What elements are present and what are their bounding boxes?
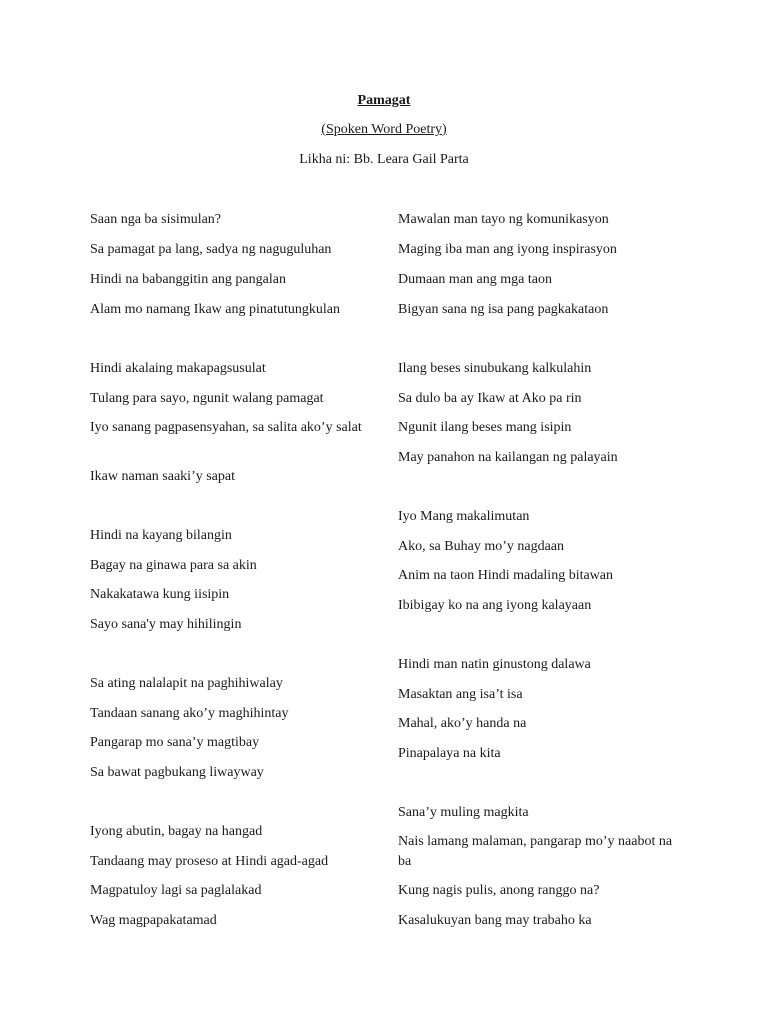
- right-line-8: May panahon na kailangan ng palayain: [398, 450, 618, 465]
- left-line-4: Alam mo namang Ikaw ang pinatutungkulan: [90, 302, 340, 317]
- left-line-8: Ikaw naman saaki’y sapat: [90, 469, 235, 484]
- right-line-12: Ibibigay ko na ang iyong kalayaan: [398, 598, 592, 613]
- left-line-15: Pangarap mo sana’y magtibay: [90, 735, 260, 750]
- right-line-17: Sana’y muling magkita: [398, 805, 529, 820]
- right-line-13: Hindi man natin ginustong dalawa: [398, 657, 591, 672]
- left-line-20: Wag magpapakatamad: [90, 913, 217, 928]
- right-line-11: Anim na taon Hindi madaling bitawan: [398, 568, 614, 583]
- left-line-18: Tandaang may proseso at Hindi agad-agad: [90, 854, 329, 869]
- right-line-20: Kasalukuyan bang may trabaho ka: [398, 913, 592, 928]
- left-line-14: Tandaan sanang ako’y maghihintay: [90, 706, 289, 721]
- left-line-16: Sa bawat pagbukang liwayway: [90, 765, 264, 780]
- right-line-14: Masaktan ang isa’t isa: [398, 687, 523, 702]
- right-line-4: Bigyan sana ng isa pang pagkakataon: [398, 302, 609, 317]
- right-line-16: Pinapalaya na kita: [398, 746, 501, 761]
- right-line-18: Nais lamang malaman, pangarap mo’y naabot na ba: [398, 834, 673, 869]
- right-line-5: Ilang beses sinubukang kalkulahin: [398, 361, 592, 376]
- right-line-15: Mahal, ako’y handa na: [398, 716, 527, 731]
- left-line-2: Sa pamagat pa lang, sadya ng naguguluhan: [90, 242, 332, 257]
- poem-subtitle: (Spoken Word Poetry): [321, 122, 447, 137]
- right-line-9: Iyo Mang makalimutan: [398, 509, 530, 524]
- right-line-3: Dumaan man ang mga taon: [398, 272, 552, 287]
- right-line-1: Mawalan man tayo ng komunikasyon: [398, 212, 609, 227]
- left-line-7: Iyo sanang pagpasensyahan, sa salita ako’y salat: [90, 420, 362, 435]
- left-line-19: Magpatuloy lagi sa paglalakad: [90, 883, 262, 898]
- right-line-19: Kung nagis pulis, anong ranggo na?: [398, 883, 600, 898]
- right-line-6: Sa dulo ba ay Ikaw at Ako pa rin: [398, 391, 582, 406]
- poem-author: Likha ni: Bb. Leara Gail Parta: [299, 152, 469, 167]
- left-line-11: Nakakatawa kung iisipin: [90, 587, 230, 602]
- left-line-12: Sayo sana'y may hihilingin: [90, 617, 242, 632]
- right-line-7: Ngunit ilang beses mang isipin: [398, 420, 572, 435]
- right-line-2: Maging iba man ang iyong inspirasyon: [398, 242, 617, 257]
- left-line-5: Hindi akalaing makapagsusulat: [90, 361, 266, 376]
- right-line-10: Ako, sa Buhay mo’y nagdaan: [398, 539, 565, 554]
- left-line-10: Bagay na ginawa para sa akin: [90, 558, 257, 573]
- left-line-3: Hindi na babanggitin ang pangalan: [90, 272, 286, 287]
- left-line-17: Iyong abutin, bagay na hangad: [90, 824, 263, 839]
- left-line-9: Hindi na kayang bilangin: [90, 528, 232, 543]
- poem-title: Pamagat: [357, 93, 411, 108]
- left-line-13: Sa ating nalalapit na paghihiwalay: [90, 676, 283, 691]
- left-line-6: Tulang para sayo, ngunit walang pamagat: [90, 391, 324, 406]
- left-line-1: Saan nga ba sisimulan?: [90, 212, 222, 227]
